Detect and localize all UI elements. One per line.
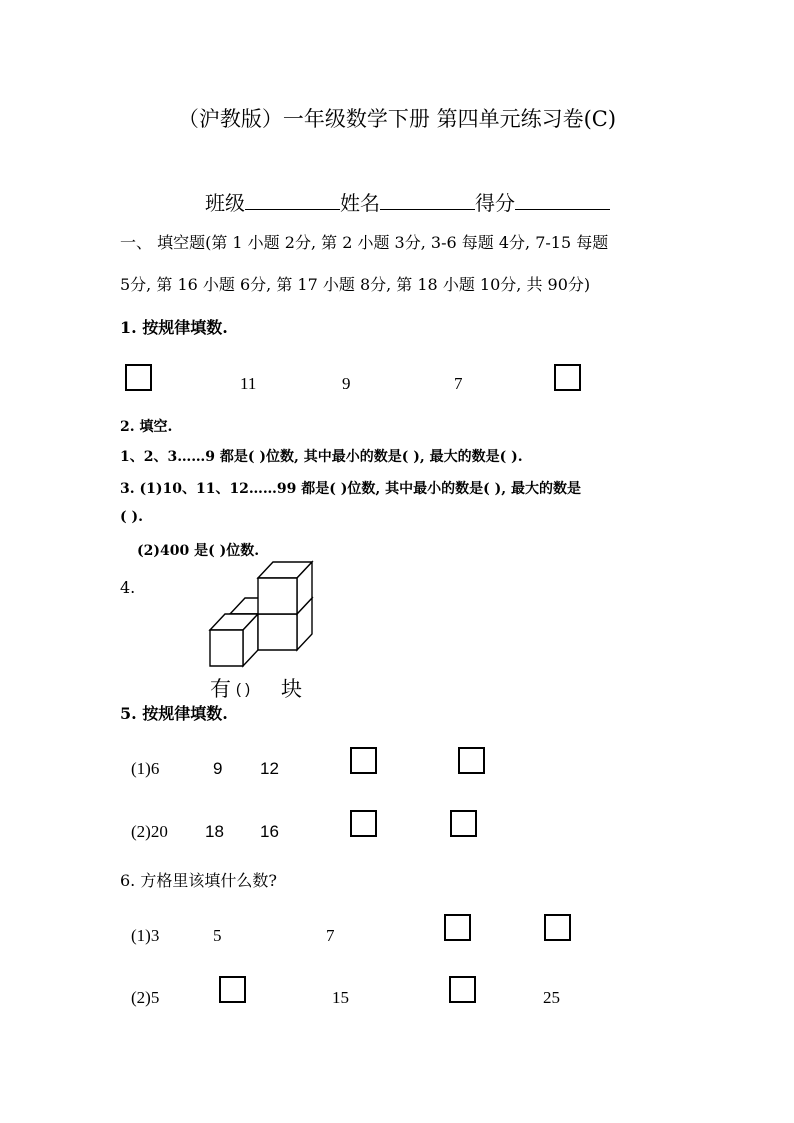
q5-row2-answer-box-2[interactable] <box>450 810 477 837</box>
q6-row1-value-3: 7 <box>326 926 335 945</box>
q6-row2-prefix: (2)5 <box>131 988 160 1007</box>
q4-label: 4. <box>120 578 136 597</box>
q6-row2-value-2: 15 <box>332 988 349 1007</box>
q1-value-1: 11 <box>240 374 257 393</box>
q6-label: 6. 方格里该填什么数? <box>120 871 277 890</box>
q5-row2-value-2: 18 <box>205 822 224 841</box>
q6-row1-answer-box-1[interactable] <box>444 914 471 941</box>
page-title: （沪教版）一年级数学下册 第四单元练习卷(C) <box>177 107 617 131</box>
q4-caption-paren[interactable]: ( ) <box>236 681 251 698</box>
q5-row2-answer-box-1[interactable] <box>350 810 377 837</box>
score-label: 得分 <box>475 191 515 215</box>
section-heading-line2: 5分, 第 16 小题 6分, 第 17 小题 8分, 第 18 小题 10分, 共 90分) <box>120 275 591 294</box>
q1-label: 1. 按规律填数. <box>120 318 228 337</box>
q5-row2-value-3: 16 <box>260 822 279 841</box>
q5-row1-value-2: 9 <box>213 759 223 778</box>
q5-row1-answer-box-2[interactable] <box>458 747 485 774</box>
q4-caption-right: 块 <box>281 678 302 701</box>
q6-row1-value-2: 5 <box>213 926 222 945</box>
q6-row2-answer-box-1[interactable] <box>219 976 246 1003</box>
class-label: 班级 <box>205 191 245 215</box>
q5-row2-prefix: (2)20 <box>131 822 168 841</box>
q3-line3: (2)400 是( )位数. <box>137 543 260 559</box>
q6-row1-prefix: (1)3 <box>131 926 160 945</box>
q1-answer-box-2[interactable] <box>554 364 581 391</box>
q6-row2-answer-box-2[interactable] <box>449 976 476 1003</box>
q5-row1-answer-box-1[interactable] <box>350 747 377 774</box>
q1-value-2: 9 <box>342 374 351 393</box>
class-blank[interactable] <box>245 191 340 210</box>
q6-row2-value-3: 25 <box>543 988 560 1007</box>
q4-caption-left: 有 <box>210 678 231 701</box>
q5-row1-prefix: (1)6 <box>131 759 160 778</box>
stacked-cubes-figure <box>205 558 325 670</box>
q2-label: 2. 填空. <box>120 419 173 435</box>
q3-line1: 3. (1)10、11、12……99 都是( )位数, 其中最小的数是( ), 最大的数是 <box>120 481 582 497</box>
name-label: 姓名 <box>340 191 380 215</box>
score-blank[interactable] <box>515 191 610 210</box>
q5-label: 5. 按规律填数. <box>120 704 228 723</box>
q1-answer-box-1[interactable] <box>125 364 152 391</box>
name-blank[interactable] <box>380 191 475 210</box>
q3-line2: ( ). <box>120 509 143 525</box>
q6-row1-answer-box-2[interactable] <box>544 914 571 941</box>
q5-row1-value-3: 12 <box>260 759 279 778</box>
q1-value-3: 7 <box>454 374 463 393</box>
q2-line: 1、2、3……9 都是( )位数, 其中最小的数是( ), 最大的数是( ). <box>120 449 523 465</box>
section-heading-line1: 一、 填空题(第 1 小题 2分, 第 2 小题 3分, 3-6 每题 4分, 7-15 每题 <box>120 233 609 252</box>
student-info-line <box>205 187 610 216</box>
